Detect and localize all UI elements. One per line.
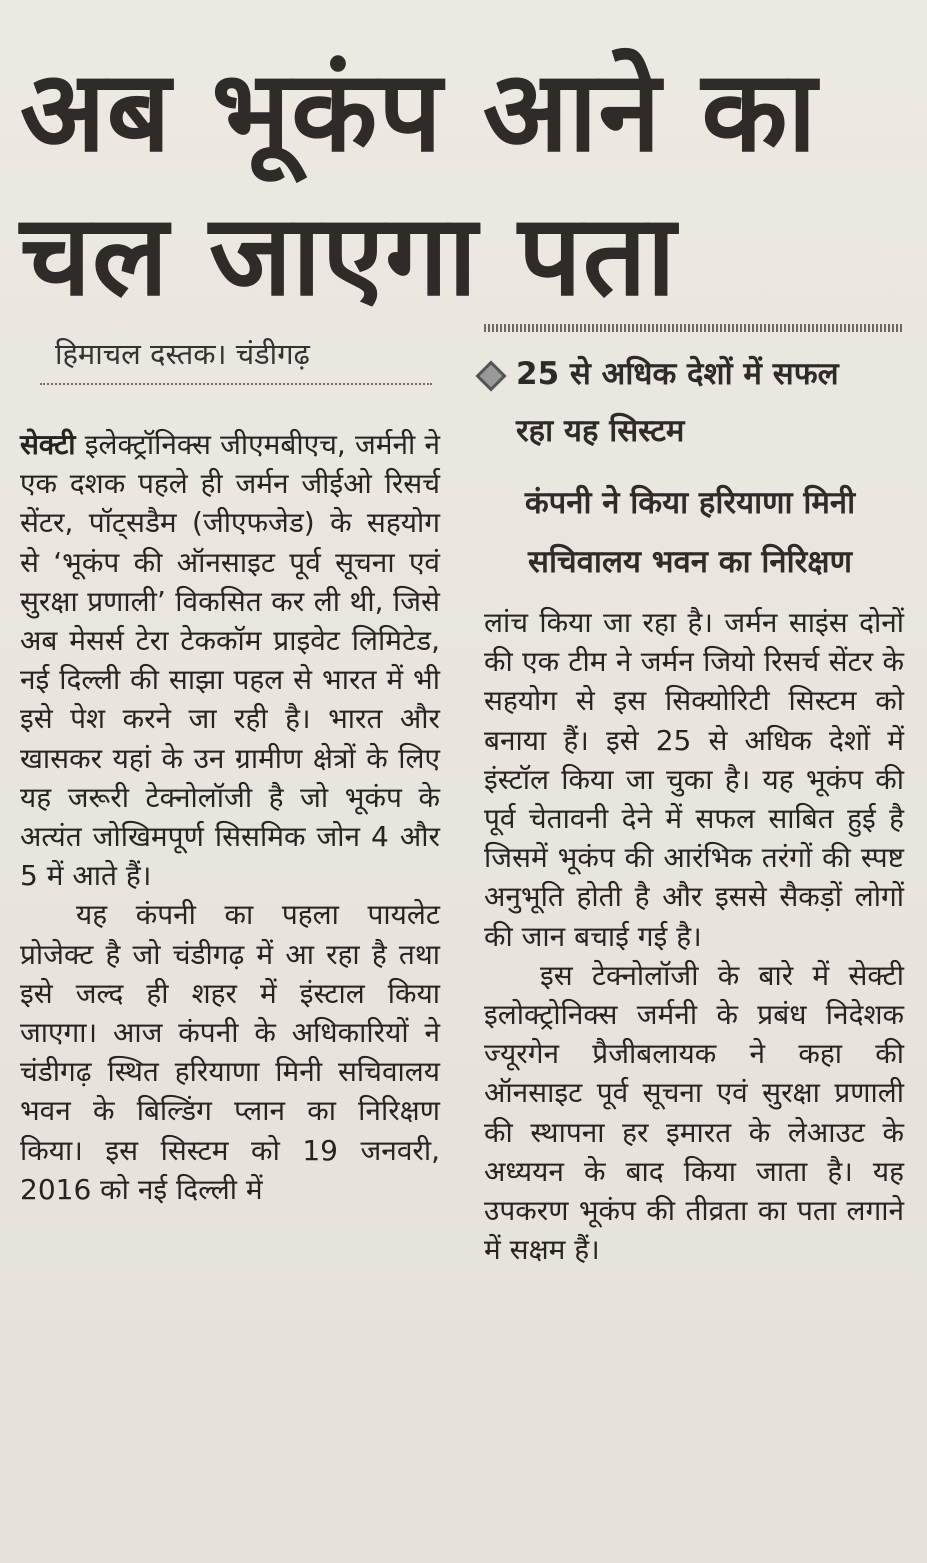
left-paragraph-1 [20, 425, 440, 895]
left-paragraph-2: यह कंपनी का पहला पायलेट प्रोजेक्ट है जो चंडीगढ़ में आ रहा है तथा इसे जल्द ही शहर में इंस्टाल किया जाएगा। आज कंपनी के अधिकारियों ने चंडीगढ़ स्थित हरियाणा मिनी सचिवालय भवन के बिल्डिंग प्लान का निरिक्षण किया। इस सिस्टम को 19 जनवरी, 2016 को नई दिल्ली में [20, 898, 440, 1206]
right-paragraph-1: लांच किया जा रहा है। जर्मन साइंस दोनों की एक टीम ने जर्मन जियो रिसर्च सेंटर के सहयोग से इस सिक्योरिटी सिस्टम को बनाया हैं। इसे 25 से अधिक देशों में इंस्टॉल किया जा चुका है। यह भूकंप की पूर्व चेतावनी देने में सफल साबित हुई है जिसमें भूकंप की आरंभिक तरंगों की स्पष्ट अनुभूति होती है और इससे सैकड़ों लोगों की जान बचाई गई है। [484, 606, 904, 953]
sidebar-subhead: कंपनी ने किया हरियाणा मिनी सचिवालय भवन का निरिक्षण [524, 485, 856, 580]
sidebar-highlights [480, 346, 910, 592]
left-column [20, 425, 440, 1209]
diamond-bullet-icon [475, 360, 506, 391]
right-paragraph-2: इस टेक्नोलॉजी के बारे में सेक्टी इलोक्ट्रोनिक्स जर्मनी के प्रबंध निदेशक ज्यूरगेन प्रैजीबलायक ने कहा की ऑनसाइट पूर्व सूचना एवं सुरक्षा प्रणाली की स्थापना हर इमारत के लेआउट के अध्ययन के बाद किया जाता है। यह उपकरण भूकंप की तीव्रता का पता लगाने में सक्षम हैं। [484, 958, 904, 1267]
headline-line-1: अब भूकंप आने का [20, 47, 818, 177]
lead-word: सेक्टी [20, 428, 76, 461]
right-column [484, 603, 904, 1269]
headline [20, 40, 910, 328]
byline: हिमाचल दस्तक। चंडीगढ़ [55, 337, 310, 371]
sidebar-divider [484, 324, 904, 332]
left-paragraph-1-text: इलेक्ट्रॉनिक्स जीएमबीएच, जर्मनी ने एक दशक पहले ही जर्मन जीईओ रिसर्च सेंटर, पॉट्सडैम (जीएफजेड) के सहयोग से ‘भूकंप की ऑनसाइट पूर्व सूचना एवं सुरक्षा प्रणाली’ विकसित कर ली थी, जिसे अब मेसर्स टेरा टेककॉम प्राइवेट लिमिटेड, नई दिल्ली की साझा पहल से भारत में भी इसे पेश करने जा रही है। भारत और खासकर यहां के उन ग्रामीण क्षेत्रों के लिए यह जरूरी टेक्नोलॉजी है जो भूकंप के अत्यंत जोखिमपूर्ण सिसमिक जोन 4 और 5 में आते हैं। [20, 428, 440, 893]
byline-divider [40, 383, 432, 385]
highlight-point [480, 346, 910, 460]
headline-line-2: चल जाएगा पता [20, 191, 677, 321]
highlight-text: 25 से अधिक देशों में सफल रहा यह सिस्टम [516, 356, 839, 449]
